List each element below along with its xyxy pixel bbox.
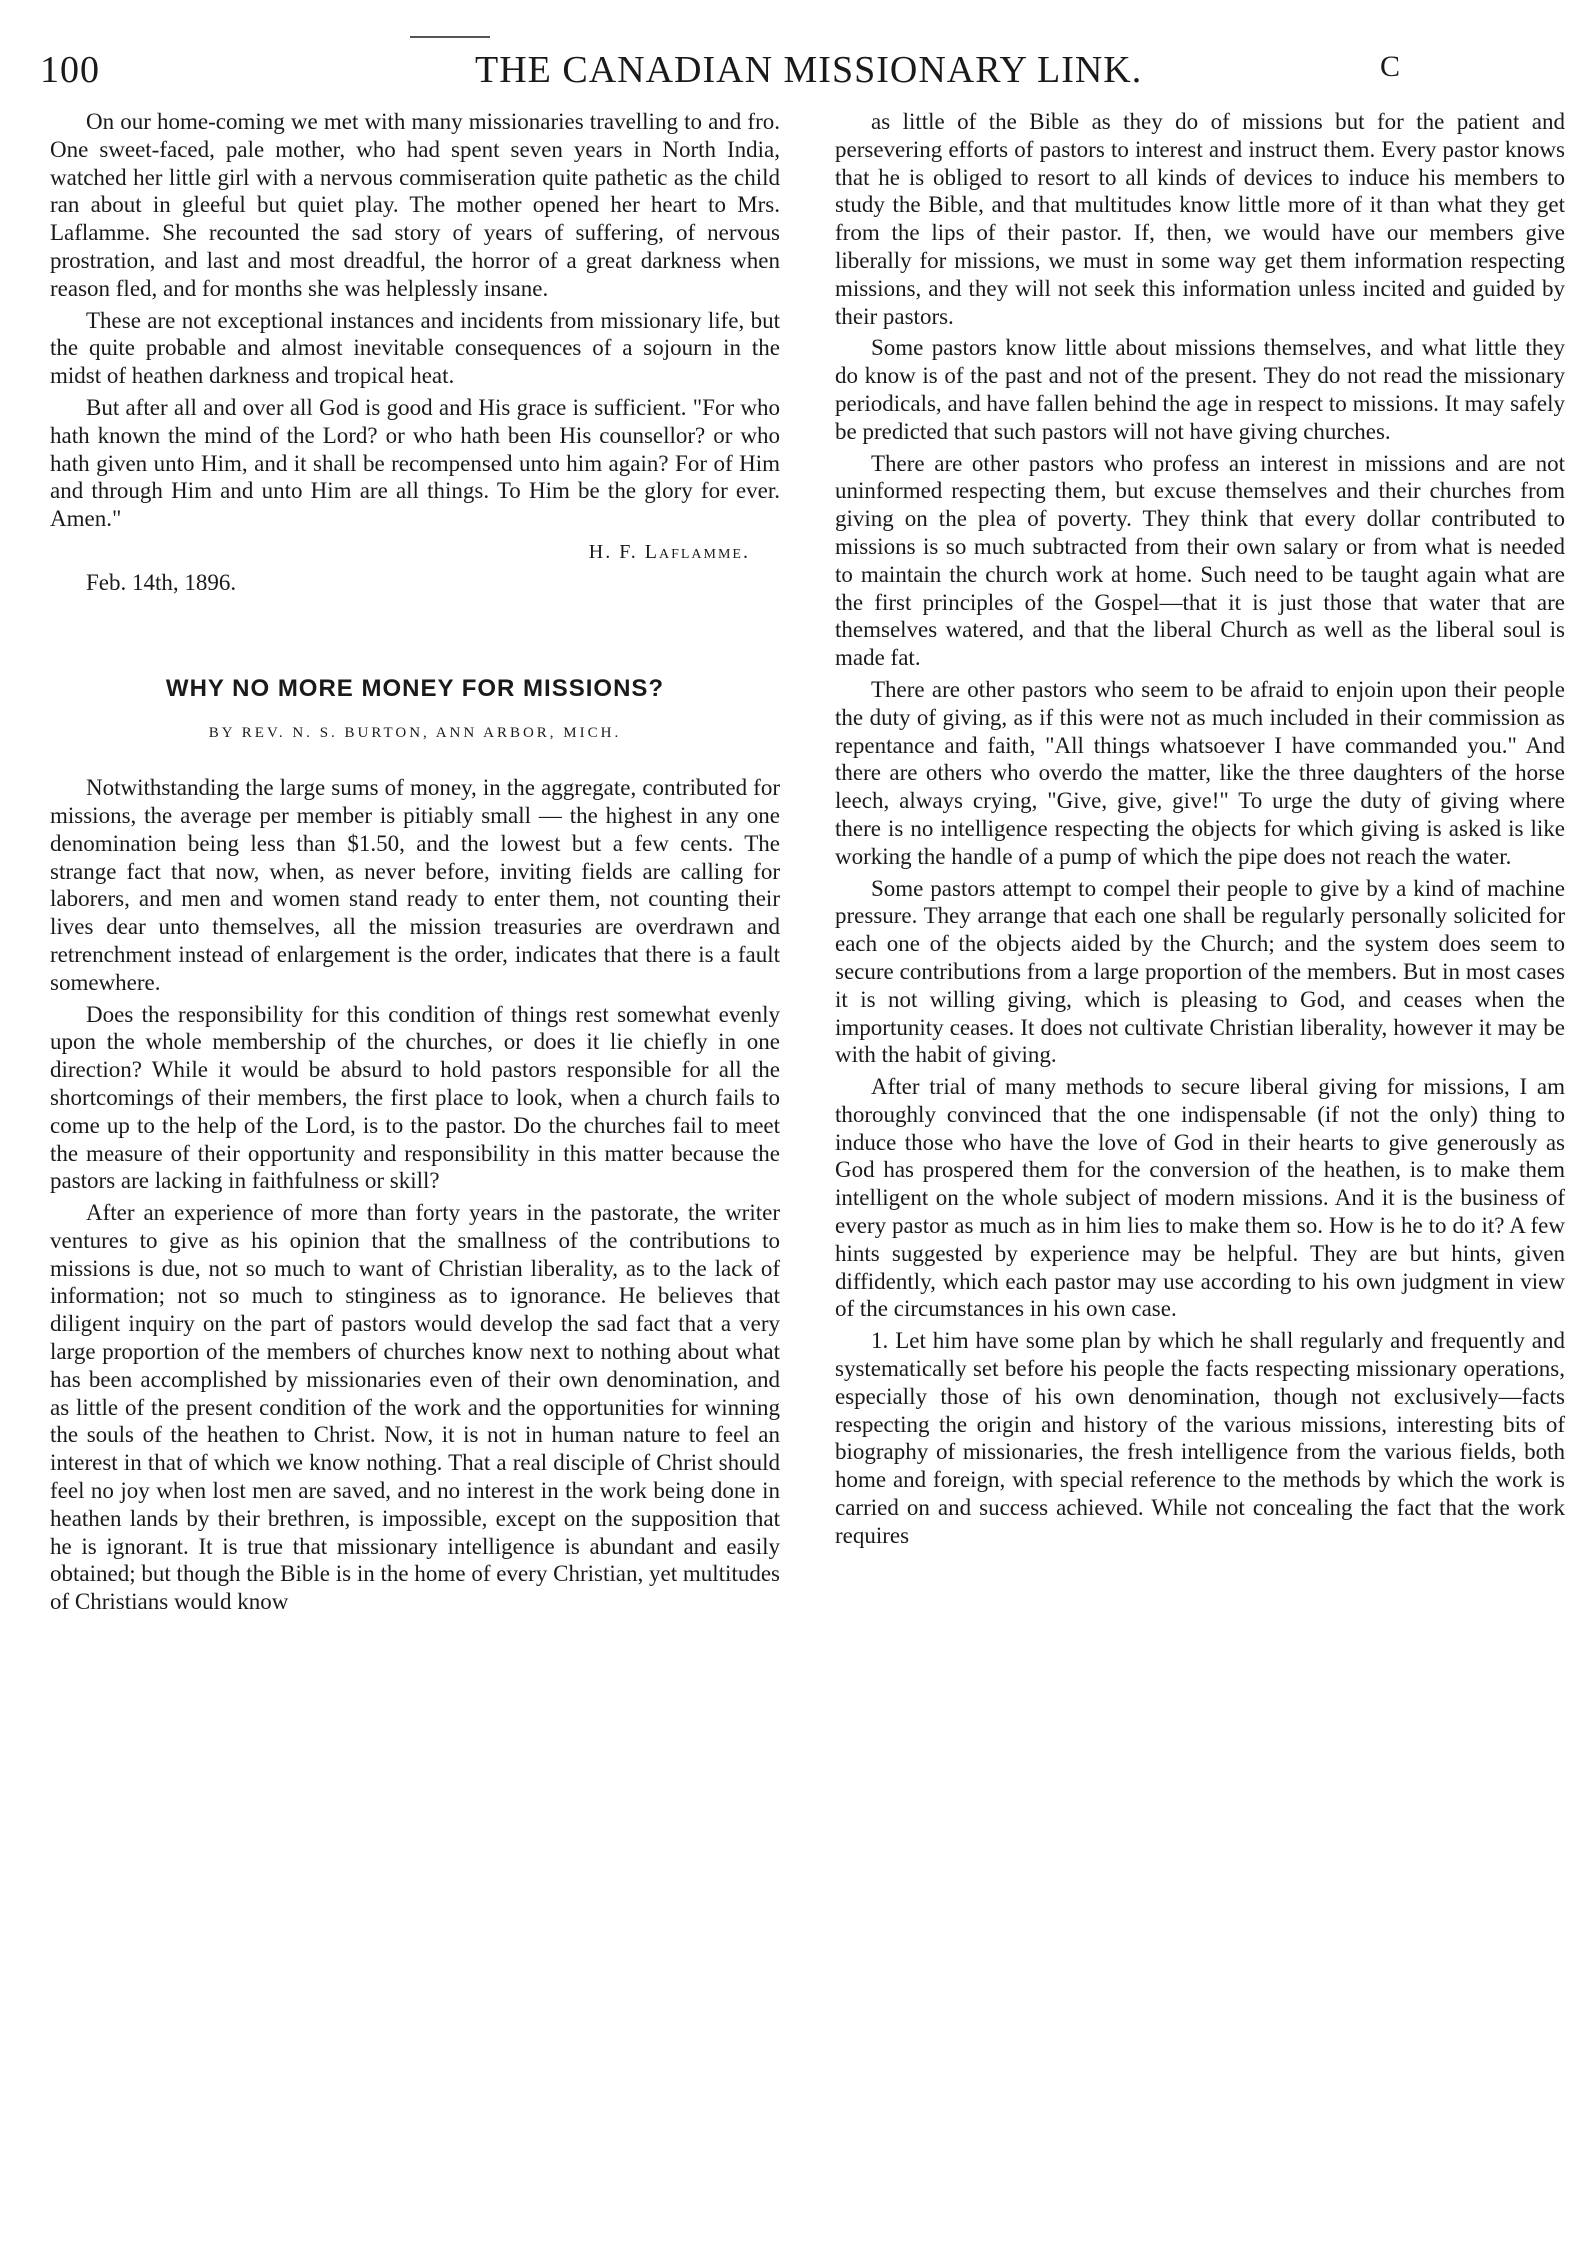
letter-paragraph: These are not exceptional instances and incidents from missionary life, but the quite probable and almost inevitable consequences of a sojourn in the midst of heathen darkness and tropical heat. <box>50 307 780 389</box>
article-paragraph: There are other pastors who seem to be afraid to enjoin upon their people the duty of giving, as if this were not as much included in their commission as repentance and faith, "All things whatsoever I have commanded you." And there are others who overdo the matter, like the three daughters of the horse leech, always crying, "Give, give, give!" To urge the duty of giving where there is no intelligence respecting the objects for which giving is asked is like working the handle of a pump of which the pipe does not reach the water. <box>835 676 1565 869</box>
left-column <box>50 108 780 1620</box>
byline: BY REV. N. S. BURTON, ANN ARBOR, MICH. <box>208 725 622 742</box>
letter-paragraph: But after all and over all God is good and His grace is sufficient. "For who hath known the mind of the Lord? or who hath been His counsellor? or who hath given unto Him, and it shall be recompensed unto him again? For of Him and through Him and unto Him are all things. To Him be the glory for ever. Amen." <box>50 394 780 532</box>
corner-mark: C <box>1380 50 1401 83</box>
article-title: WHY NO MORE MONEY FOR MISSIONS? <box>165 674 665 702</box>
dateline: Feb. 14th, 1896. <box>86 569 237 595</box>
article-paragraph: 1. Let him have some plan by which he shall regularly and frequently and systematically set before his people the facts respecting missionary operations, especially those of his own denomination, though not exclusively—facts respecting the origin and history of the various missions, interesting bits of biography of missionaries, the fresh intelligence from the various fields, both home and foreign, with special reference to the methods by which the work is carried on and success achieved. While not concealing the fact that the work requires <box>835 1328 1565 1548</box>
article-paragraph: Does the responsibility for this condition of things rest somewhat evenly upon the whole membership of the churches, or does it lie chiefly in one direction? While it would be absurd to hold pastors responsible for all the shortcomings of their members, the first place to look, when a church fails to come up to the help of the Lord, is to the pastor. Do the churches fail to meet the measure of their opportunity and responsibility in this matter because the pastors are lacking in faithfulness or skill? <box>50 1001 780 1194</box>
journal-title: THE CANADIAN MISSIONARY LINK. <box>475 49 1143 91</box>
right-column <box>835 108 1565 1554</box>
article-paragraph: Some pastors know little about missions themselves, and what little they do know is of the past and not of the present. They do not read the missionary periodicals, and have fallen behind the age in respect to missions. It may safely be predicted that such pastors will not have giving churches. <box>835 335 1565 444</box>
article-paragraph: Some pastors attempt to compel their people to give by a kind of machine pressure. They arrange that each one shall be regularly personally solicited for each one of the objects aided by the Church; and the system does seem to secure contributions from a large proportion of the members. But in most cases it is not willing giving, which is pleasing to God, and ceases when the importunity ceases. It does not cultivate Christian liberality, however it may be with the habit of giving. <box>835 875 1565 1068</box>
header-rule <box>410 36 490 38</box>
page-number: 100 <box>40 49 100 91</box>
article-paragraph: as little of the Bible as they do of missions but for the patient and persevering efforts of pastors to interest and instruct them. Every pastor knows that he is obliged to resort to all kinds of devices to induce his members to study the Bible, and that multitudes know little more of it than what they get from the lips of their pastor. If, then, we would have our members give liberally for missions, we must in some way get them information respecting missions, and they will not seek this information unless incited and guided by their pastors. <box>835 109 1565 329</box>
article-paragraph: There are other pastors who profess an interest in missions and are not uninformed respecting them, but excuse themselves and their churches from giving on the plea of poverty. They think that every dollar contributed to missions is so much subtracted from their own salary or from what is needed to maintain the church work at home. Such need to be taught again what are the first principles of the Gospel—that it is just those that water that are themselves watered, and that the liberal Church as well as the liberal soul is made fat. <box>835 450 1565 671</box>
article-paragraph: After an experience of more than forty years in the pastorate, the writer ventures to give as his opinion that the smallness of the contributions to missions is due, not so much to want of Christian liberality, as to the lack of information; not so much to stinginess as to ignorance. He believes that diligent inquiry on the part of pastors would develop the sad fact that a very large proportion of the members of churches know next to nothing about what has been accomplished by missionaries even of their own denomination, and as little of the present condition of the work and the opportunities for winning the souls of the heathen to Christ. Now, it is not in human nature to feel an interest in that of which we know nothing. That a real disciple of Christ should feel no joy when lost men are saved, and no interest in the work being done in heathen lands by their brethren, is impossible, except on the supposition that he is ignorant. It is true that missionary intelligence is abundant and easily obtained; but though the Bible is in the home of every Christian, yet multitudes of Christians would know <box>50 1200 780 1615</box>
letter-paragraph: On our home-coming we met with many missionaries travelling to and fro. One sweet-faced, pale mother, who had spent seven years in North India, watched her little girl with a nervous commiseration quite pathetic as the child ran about in gleeful but quiet play. The mother opened her heart to Mrs. Laflamme. She recounted the sad story of years of suffering, of nervous prostration, and last and most dreadful, the horror of a great darkness when reason fled, and for months she was helplessly insane. <box>50 109 780 301</box>
signature: H. F. Laflamme. <box>588 540 750 563</box>
article-paragraph: After trial of many methods to secure liberal giving for missions, I am thoroughly convinced that the one indispensable (if not the only) thing to induce those who have the love of God in their hearts to give generously as God has prospered them for the conversion of the heathen, is to make them intelligent on the whole subject of modern missions. And it is the business of every pastor as much as in him lies to make them so. How is he to do it? A few hints suggested by experience may be helpful. They are but hints, given diffidently, which each pastor may use according to his own judgment in view of the circumstances in his own case. <box>835 1074 1565 1322</box>
article-paragraph: Notwithstanding the large sums of money, in the aggregate, contributed for missions, the average per member is pitiably small — the highest in any one denomination being less than $1.50, and the lowest but a few cents. The strange fact that now, when, as never before, inviting fields are calling for laborers, and men and women stand ready to enter them, not counting their lives dear unto themselves, all the mission treasuries are overdrawn and retrenchment instead of enlargement is the order, indicates that there is a fault somewhere. <box>50 775 780 995</box>
